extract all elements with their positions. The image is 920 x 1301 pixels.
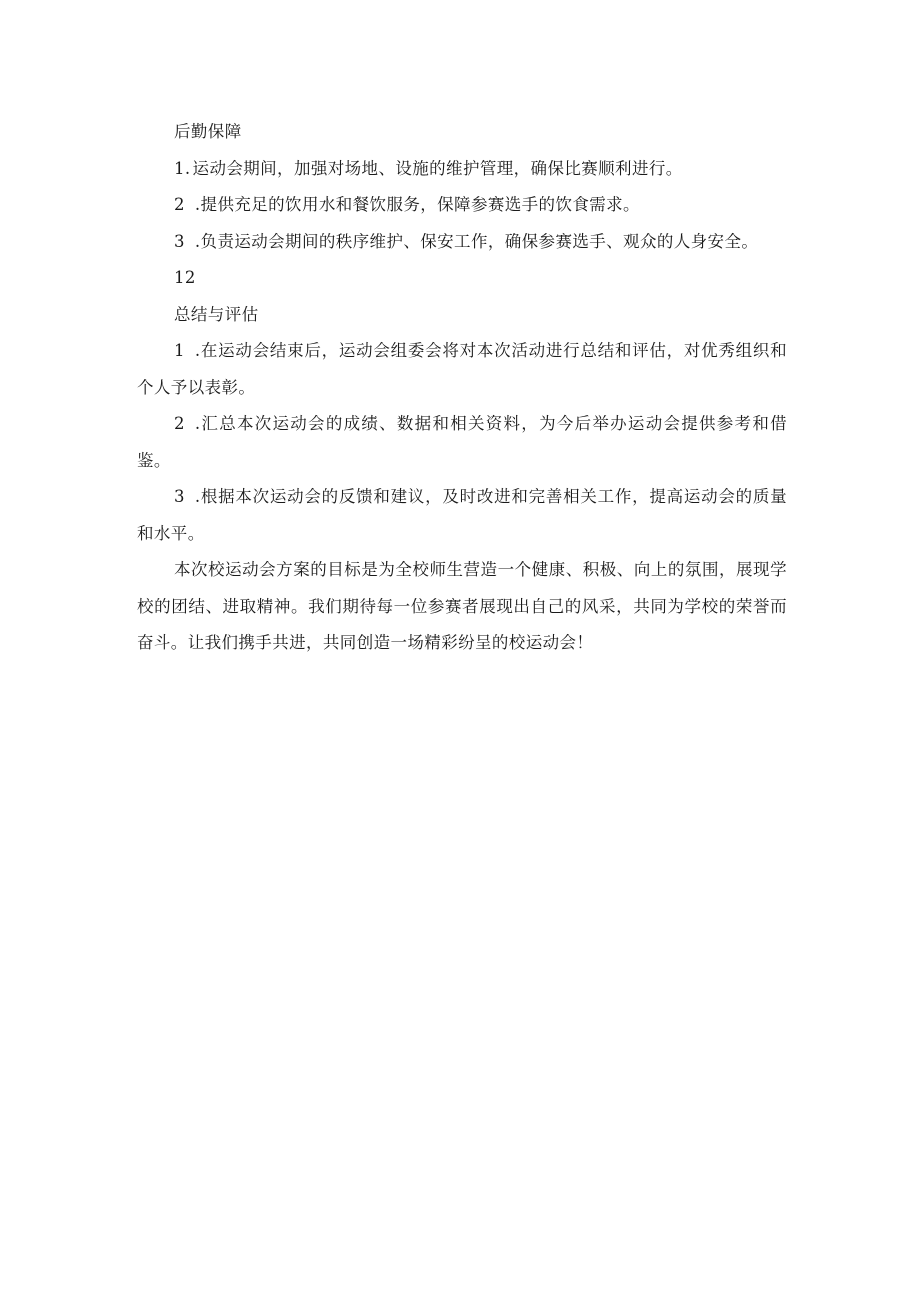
list-item	[137, 406, 787, 479]
item-number: 3	[174, 487, 185, 506]
section-heading-logistics: 后勤保障	[174, 122, 242, 141]
item-text: .提供充足的饮用水和餐饮服务，保障参赛选手的饮食需求。	[194, 195, 640, 214]
section-number: 12	[174, 268, 196, 287]
list-item	[137, 224, 787, 261]
section-heading-summary: 总结与评估	[174, 304, 259, 324]
item-text: .在运动会结束后，运动会组委会将对本次活动进行总结和评估，对优秀组织和个人予以表彰。	[137, 341, 787, 397]
item-number: 3	[174, 231, 185, 251]
conclusion-paragraph: 本次校运动会方案的目标是为全校师生营造一个健康、积极、向上的氛围，展现学校的团结、进取精神。我们期待每一位参赛者展现出自己的风采，共同为学校的荣誉而奋斗。让我们携手共进，共同创造一场精彩纷呈的校运动会！	[137, 560, 787, 652]
item-number: 1.	[174, 158, 191, 178]
item-text: .负责运动会期间的秩序维护、保安工作，确保参赛选手、观众的人身安全。	[194, 231, 759, 251]
item-number: 2	[174, 414, 185, 433]
item-text: 运动会期间，加强对场地、设施的维护管理，确保比赛顺利进行。	[192, 158, 683, 178]
item-text: .汇总本次运动会的成绩、数据和相关资料，为今后举办运动会提供参考和借鉴。	[137, 414, 787, 470]
list-item	[137, 333, 787, 406]
document-body	[137, 114, 787, 662]
item-number: 1	[174, 341, 185, 360]
item-text: .根据本次运动会的反馈和建议，及时改进和完善相关工作，提高运动会的质量和水平。	[137, 487, 787, 543]
item-number: 2	[174, 195, 185, 214]
list-item	[137, 151, 787, 188]
list-item	[137, 187, 787, 224]
list-item	[137, 479, 787, 552]
